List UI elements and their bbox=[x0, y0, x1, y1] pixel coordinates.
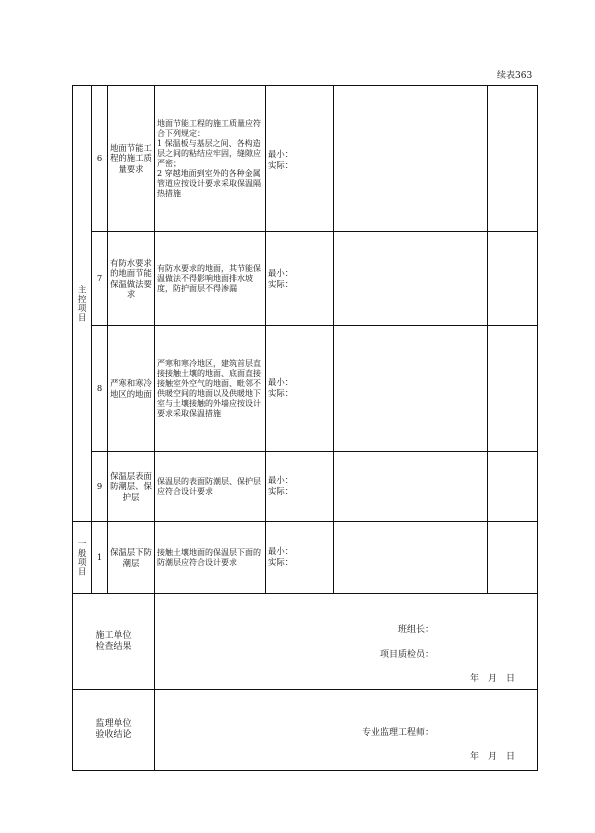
row-requirement: 地面节能工程的施工质量应符合下列规定： 1 保温板与基层之间、各构造层之间的粘结应牢固，缝隙应严密； 2 穿越地面到室外的各种金属管道应按设计要求采取保温隔热措施 bbox=[157, 118, 261, 198]
row-actual: 实际： bbox=[268, 388, 294, 398]
supervision-label: 监理单位 验收结论 bbox=[95, 719, 132, 740]
row-item: 地面节能工程的施工质量要求 bbox=[110, 142, 152, 174]
row-item: 有防水要求的地面节能保温做法要求 bbox=[110, 257, 152, 299]
row-requirement: 保温层的表面防潮层、保护层应符合设计要求 bbox=[157, 476, 261, 496]
row-min: 最小： bbox=[268, 546, 294, 556]
row-number: 6 bbox=[96, 153, 103, 164]
row-requirement: 接触土壤地面的保温层下面的防潮层应符合设计要求 bbox=[157, 547, 261, 567]
row-number: 7 bbox=[96, 273, 103, 284]
row-item: 保温层下防潮层 bbox=[110, 547, 152, 568]
row-item: 严寒和寒冷地区的地面 bbox=[110, 378, 152, 399]
row-number: 9 bbox=[96, 481, 103, 492]
row-item: 保温层表面防潮层、保护层 bbox=[110, 470, 152, 502]
supervising-engineer-label: 专业监理工程师： bbox=[362, 728, 435, 738]
row-min: 最小： bbox=[268, 149, 294, 159]
team-leader-label: 班组长： bbox=[398, 625, 435, 635]
row-actual: 实际： bbox=[268, 486, 294, 496]
row-actual: 实际： bbox=[268, 557, 294, 567]
row-requirement: 严寒和寒冷地区，建筑首层直接接触土壤的地面、底面直接接触室外空气的地面、毗邻不供暖空间的地面以及供暖地下室与土壤接触的外墙应按设计要求采取保温措施 bbox=[157, 358, 261, 418]
continuation-label: 续表363 bbox=[497, 71, 533, 81]
construction-date: 年 月 日 bbox=[470, 674, 516, 684]
row-number: 1 bbox=[96, 552, 103, 563]
quality-inspector-label: 项目质检员： bbox=[380, 650, 435, 660]
row-min: 最小： bbox=[268, 377, 294, 387]
row-number: 8 bbox=[96, 383, 103, 394]
row-requirement: 有防水要求的地面，其节能保温做法不得影响地面排水坡度，防护面层不得渗漏 bbox=[157, 263, 261, 293]
row-actual: 实际： bbox=[268, 279, 294, 289]
construction-label: 施工单位 检查结果 bbox=[95, 630, 132, 652]
group-label-general: 一般项目 bbox=[77, 538, 88, 577]
supervision-date: 年 月 日 bbox=[470, 752, 516, 762]
row-min: 最小： bbox=[268, 475, 294, 485]
group-label-main: 主控项目 bbox=[77, 284, 88, 323]
row-min: 最小： bbox=[268, 268, 294, 278]
row-actual: 实际： bbox=[268, 160, 294, 170]
